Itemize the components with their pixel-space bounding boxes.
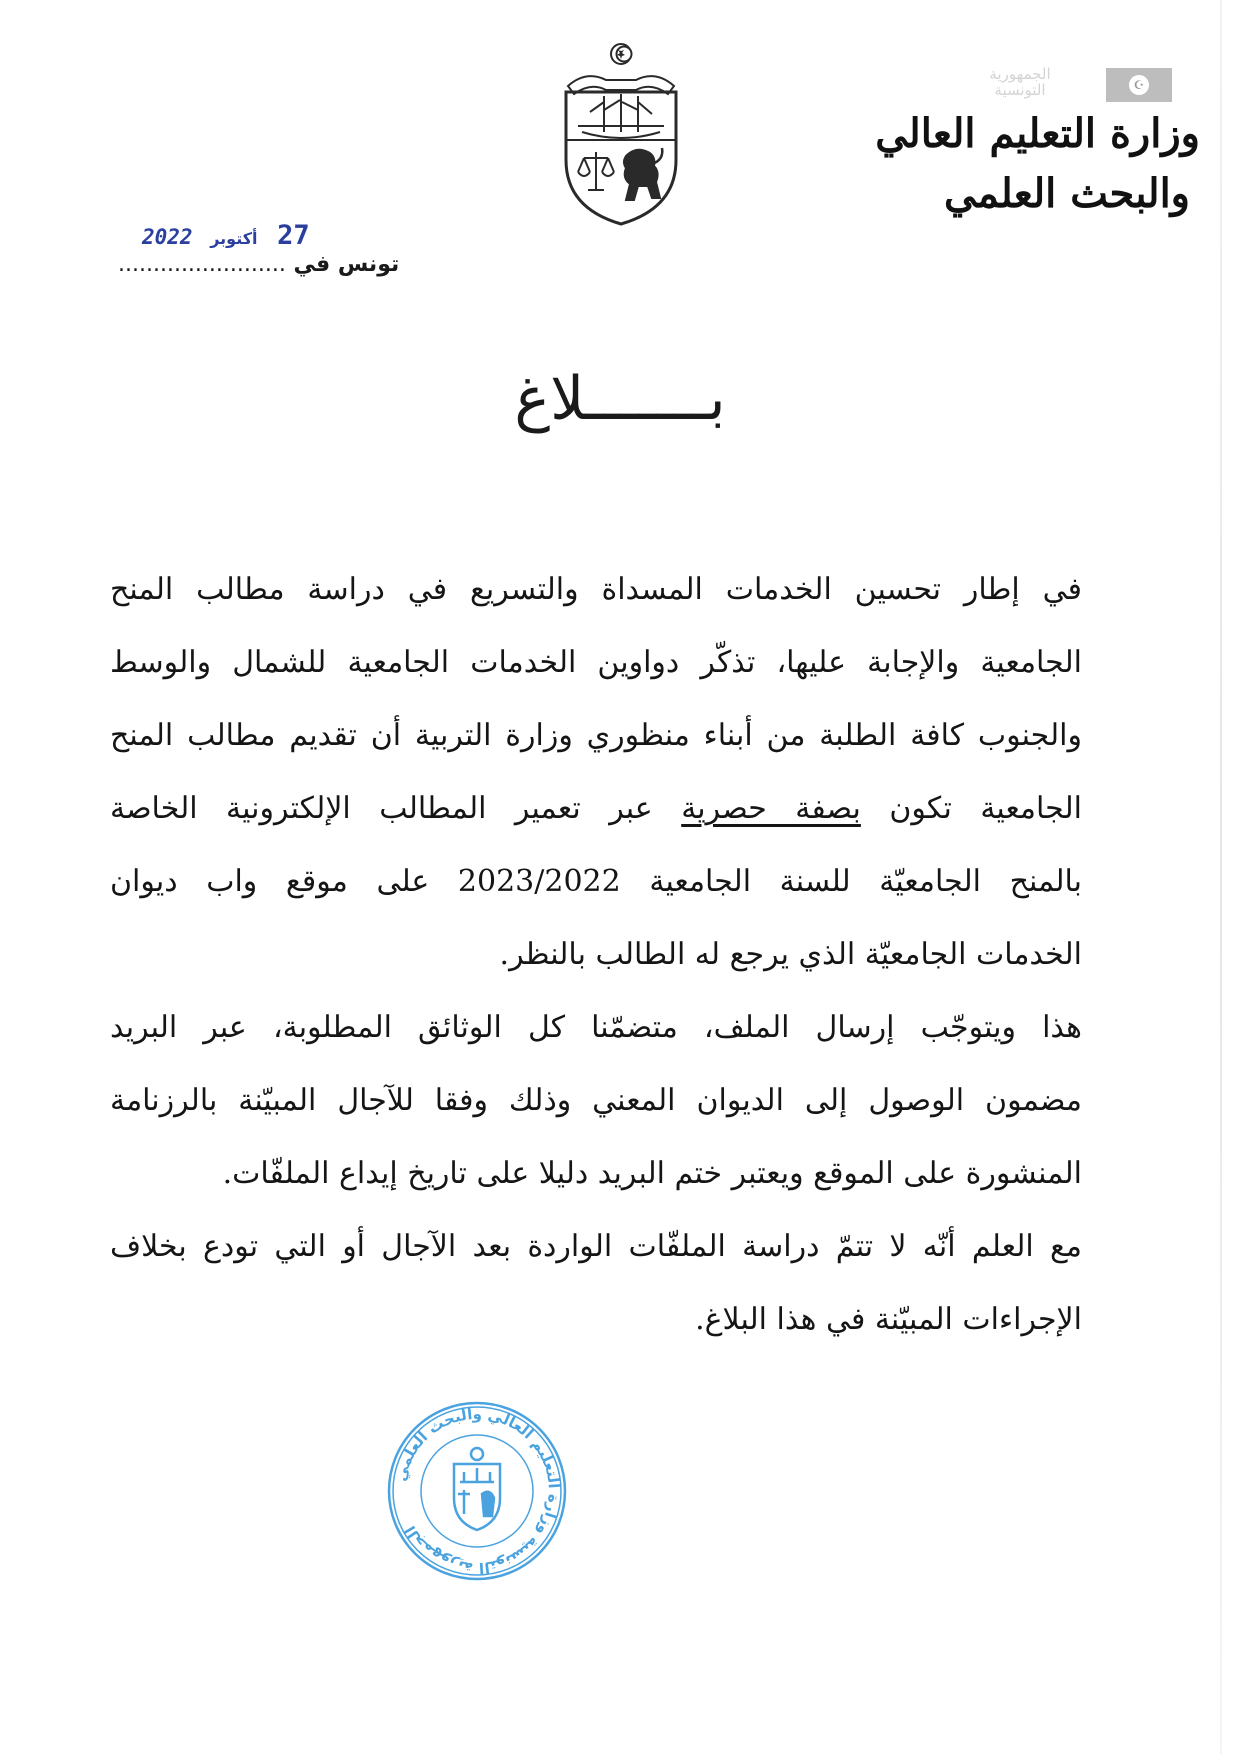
ministry-name-line1: وزارة التعليم العالي (875, 110, 1200, 157)
seal-text: الجمهورية التونسية وزارة التعليم العالي والبحث العلمي (391, 1404, 564, 1578)
scan-edge (1220, 0, 1222, 1754)
place-date-line (118, 252, 399, 277)
body-line-underlined (110, 772, 1082, 845)
body-line: مع العلم أنّه لا تتمّ دراسة الملفّات الواردة بعد الآجال أو التي تودع بخلاف (110, 1229, 1082, 1264)
body-line: والجنوب كافة الطلبة من أبناء منظوري وزارة التربية أن تقديم مطالب المنح (110, 718, 1082, 753)
svg-text:الجمهورية التونسية وزارة التعل (392, 1405, 563, 1577)
document-body (110, 553, 1082, 1356)
body-line: مضمون الوصول إلى الديوان المعني وذلك وفقا للآجال المبيّنة بالرزنامة (110, 1083, 1082, 1118)
place-dots: ........................ (118, 252, 286, 277)
coat-of-arms-icon (556, 40, 686, 230)
body-line: المنشورة على الموقع ويعتبر ختم البريد دليلا على تاريخ إيداع الملفّات. (222, 1156, 1082, 1191)
date-year: 2022 (142, 225, 193, 249)
body-line: هذا ويتوجّب إرسال الملف، متضمّنا كل الوثائق المطلوبة، عبر البريد (110, 1010, 1082, 1045)
flag-icon (1106, 68, 1172, 102)
place-label: تونس في (293, 252, 400, 277)
date-month: أكتوبر (210, 229, 258, 248)
flag-crescent-icon: ☪ (1129, 75, 1149, 95)
body-line: في إطار تحسين الخدمات المسداة والتسريع في دراسة مطالب المنح (110, 572, 1082, 607)
date-day: 27 (277, 220, 310, 251)
body-line: بالمنح الجامعيّة للسنة الجامعية 2023/2022 على موقع واب ديوان (110, 864, 1082, 899)
republic-label: الجمهورية التونسية (989, 65, 1051, 99)
body-line: الإجراءات المبيّنة في هذا البلاغ. (695, 1302, 1082, 1337)
body-line: الجامعية والإجابة عليها، تذكّر دواوين الخدمات الجامعية للشمال والوسط (110, 645, 1082, 680)
ministry-name-line2: والبحث العلمي (943, 170, 1190, 217)
document-title: بـــــــلاغ (514, 364, 726, 434)
body-line-part: الجامعية تكون (860, 791, 1082, 826)
date-stamp (142, 220, 310, 251)
body-line-part: عبر تعمير المطالب الإلكترونية الخاصة (110, 791, 682, 826)
official-seal-icon (384, 1398, 570, 1584)
body-line: الخدمات الجامعيّة الذي يرجع له الطالب بالنظر. (499, 937, 1082, 972)
underlined-phrase: بصفة حصرية (681, 791, 861, 826)
